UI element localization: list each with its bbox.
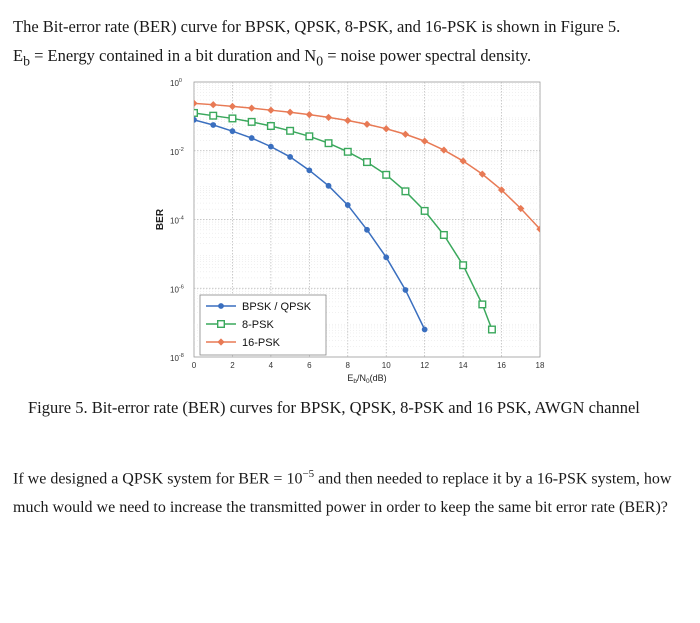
x-label-sub-0: 0	[366, 378, 370, 385]
x-tick-label: 6	[307, 361, 312, 370]
data-point	[211, 123, 216, 128]
legend-marker	[219, 304, 224, 309]
eb-definition: = Energy contained in a bit duration and N	[29, 46, 317, 65]
y-tick-label: $10^0$	[170, 78, 182, 88]
data-point	[384, 255, 389, 260]
y-tick-label: $10^{-6}$	[170, 284, 184, 295]
x-tick-label: 10	[381, 361, 391, 370]
data-point	[268, 144, 273, 149]
data-point	[287, 128, 294, 135]
figure-caption: Figure 5. Bit-error rate (BER) curves for BPSK, QPSK, 8-PSK and 16 PSK, AWGN channel	[28, 398, 640, 417]
y-axis-label: BER	[155, 208, 166, 231]
y-tick-exponent: -2	[178, 146, 184, 153]
data-point	[403, 288, 408, 293]
data-point	[383, 172, 390, 179]
x-tick-label: 16	[497, 361, 507, 370]
data-point	[192, 117, 197, 122]
data-point	[306, 133, 313, 140]
data-point	[365, 227, 370, 232]
x-tick-label: 8	[345, 361, 351, 370]
question-text	[13, 460, 693, 522]
data-point	[249, 136, 254, 141]
data-point	[421, 208, 428, 215]
data-point	[210, 112, 217, 119]
legend-label: 16-PSK	[242, 337, 280, 349]
x-label-n: /N	[357, 373, 366, 383]
data-point	[191, 110, 198, 117]
eb-subscript: b	[23, 53, 30, 69]
question-part-b: and then needed to replace it by a 16-PSK system, how much would we need to increase the transmitted power in order to keep the same bit error rate (BER)?	[13, 470, 672, 517]
data-point	[345, 203, 350, 208]
data-point	[229, 115, 236, 122]
x-tick-label: 0	[191, 361, 197, 370]
x-tick-label: 2	[230, 361, 235, 370]
x-tick-label: 14	[458, 361, 468, 370]
data-point	[288, 155, 293, 160]
data-point	[307, 168, 312, 173]
data-point	[479, 301, 486, 308]
y-tick-label: $10^{-4}$	[170, 215, 184, 226]
data-point	[441, 232, 448, 239]
x-axis-label	[347, 373, 386, 385]
eb-symbol: E	[13, 46, 24, 65]
n0-definition: = noise power spectral density.	[323, 46, 532, 65]
data-point	[326, 183, 331, 188]
question-part-a: If we designed a QPSK system for BER = 10	[13, 470, 303, 488]
data-point	[364, 159, 371, 166]
x-tick-label: 12	[420, 361, 430, 370]
data-point	[422, 327, 427, 332]
legend-label: 8-PSK	[242, 319, 274, 331]
x-label-db: (dB)	[369, 373, 387, 383]
legend-label: BPSK / QPSK	[242, 301, 312, 313]
x-tick-label: 18	[535, 361, 545, 370]
data-point	[460, 262, 467, 269]
y-tick-exponent: -8	[178, 353, 184, 359]
data-point	[268, 123, 275, 130]
y-tick-label: $10^{-8}$	[170, 353, 184, 363]
legend-marker	[218, 321, 225, 328]
n0-subscript: 0	[316, 53, 324, 69]
data-point	[230, 129, 235, 134]
data-point	[402, 188, 409, 195]
y-tick-label: $10^{-2}$	[170, 146, 184, 157]
intro-line-1: The Bit-error rate (BER) curve for BPSK, QPSK, 8-PSK, and 16-PSK is shown in Figure 5.	[13, 17, 621, 36]
data-point	[489, 326, 496, 333]
chart-legend	[200, 295, 326, 355]
data-point	[344, 148, 351, 155]
data-point	[248, 119, 255, 126]
x-label-sub-b: b	[353, 378, 357, 385]
data-point	[325, 140, 332, 147]
question-exponent: −5	[302, 468, 315, 480]
y-tick-exponent: -6	[178, 284, 184, 291]
y-tick-exponent: 0	[178, 78, 182, 84]
x-label-e: E	[347, 373, 354, 383]
x-tick-label: 4	[268, 361, 274, 370]
y-tick-exponent: -4	[178, 215, 184, 222]
